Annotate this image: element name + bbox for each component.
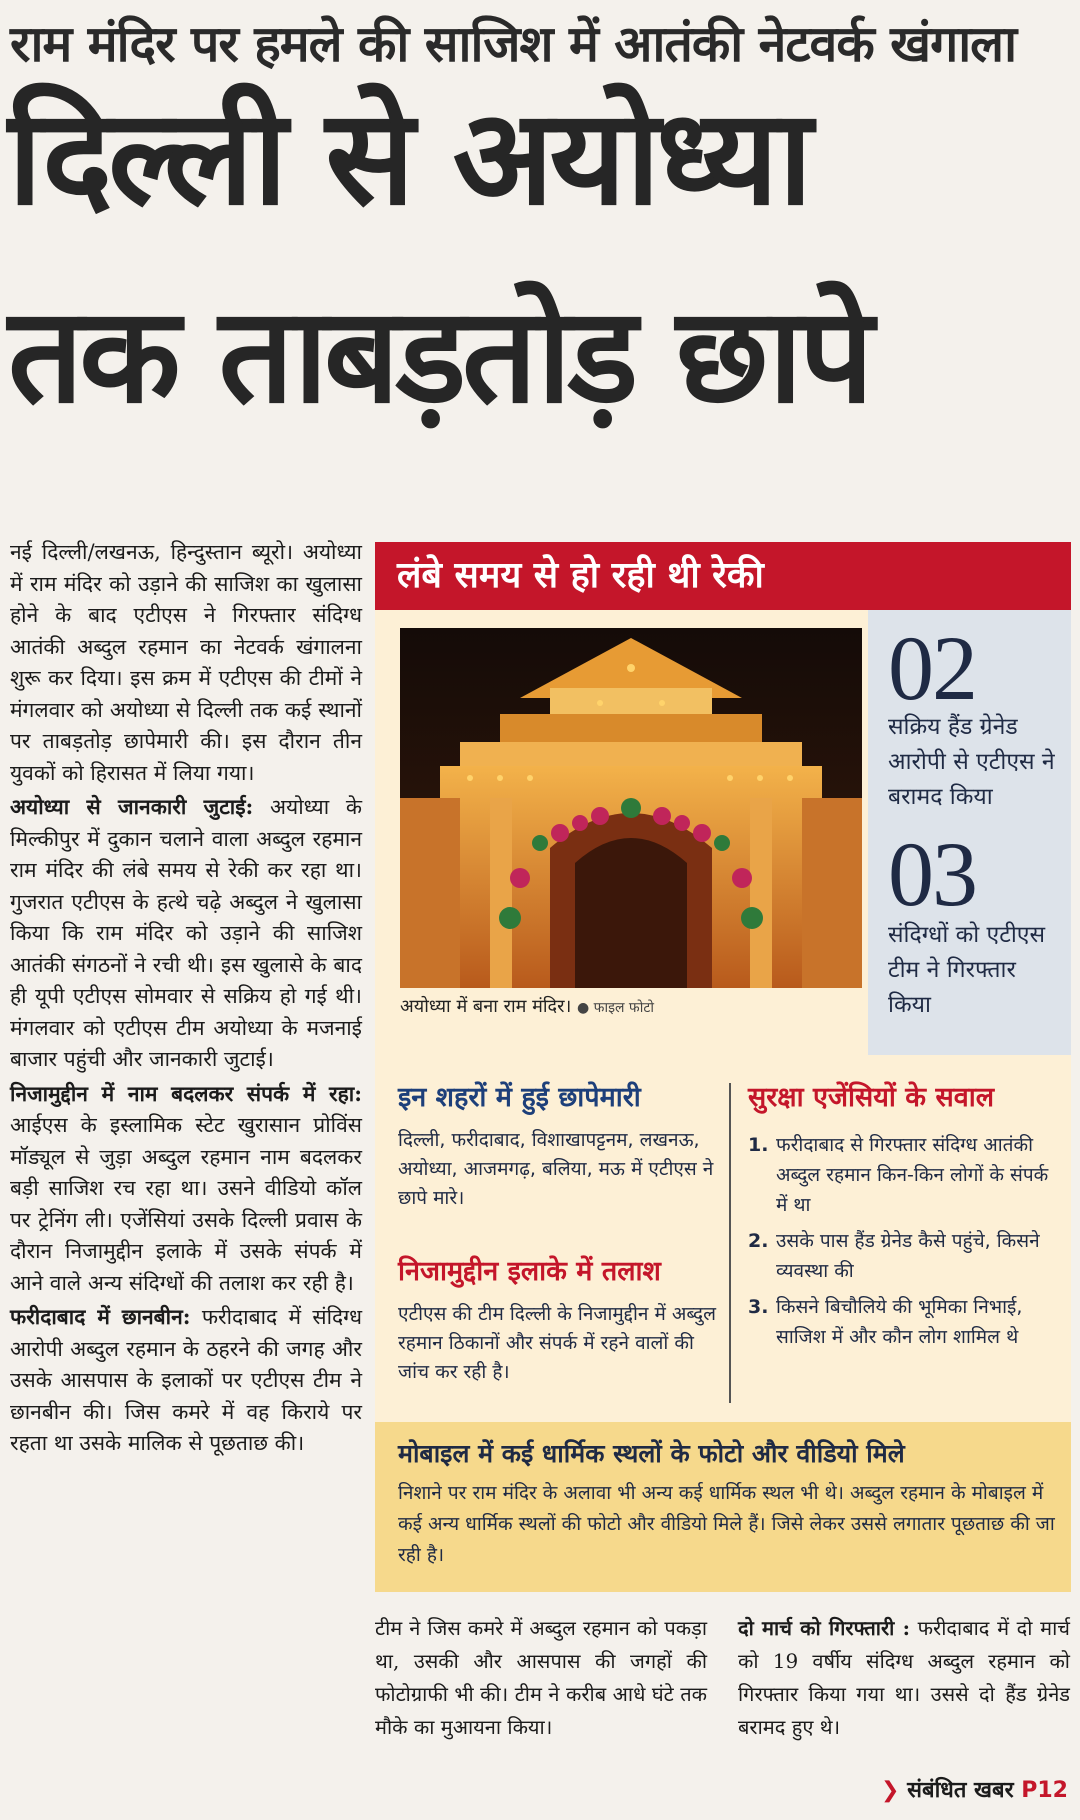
- intro-paragraph: अयोध्या में राम मंदिर को उड़ाने की साजिश का खुलासा होने के बाद एटीएस ने गिरफ्तार संदिग्ध आतंकी अब्दुल रहमान का नेटवर्क खंगालना शुरू कर दिया। इस क्रम में एटीएस की टीमों ने मंगलवार को अयोध्या से दिल्ली तक कई स्थानों पर ताबड़तोड़ छापेमारी की। इस दौरान तीन युवकों को हिरासत में लिया गया।: [10, 540, 362, 785]
- caption-text: अयोध्या में बना राम मंदिर।: [400, 996, 572, 1017]
- related-news-link[interactable]: [881, 1774, 1068, 1804]
- caption-source: ● फाइल फोटो: [577, 1000, 655, 1016]
- questions-heading: सुरक्षा एजेंसियों के सवाल: [748, 1082, 995, 1113]
- question-item: [748, 1226, 1058, 1286]
- subhead-faridabad: फरीदाबाद में छानबीन:: [10, 1304, 191, 1329]
- article-column-1: [10, 537, 362, 1460]
- dateline: नई दिल्ली/लखनऊ, हिन्दुस्तान ब्यूरो।: [10, 540, 294, 564]
- question-text: उसके पास हैंड ग्रेनेड कैसे पहुंचे, किसने व्यवस्था की: [776, 1230, 1040, 1282]
- stat-grenades-label: सक्रिय हैंड ग्रेनेड आरोपी से एटीएस ने बरामद किया: [888, 714, 1055, 810]
- headline-line-1: दिल्ली से अयोध्या: [8, 81, 809, 235]
- subhead-arrest: दो मार्च को गिरफ्तारी :: [738, 1616, 910, 1640]
- ram-mandir-photo: [400, 628, 862, 988]
- question-text: किसने बिचौलिये की भूमिका निभाई, साजिश में और कौन लोग शामिल थे: [776, 1296, 1023, 1348]
- photo-caption: [400, 994, 862, 1018]
- related-page: P12: [1021, 1778, 1068, 1803]
- nizamuddin-heading: निजामुद्दीन इलाके में तलाश: [398, 1256, 661, 1287]
- question-item: [748, 1130, 1058, 1220]
- questions-list: [748, 1130, 1058, 1358]
- question-text: फरीदाबाद से गिरफ्तार संदिग्ध आतंकी अब्दुल रहमान किन-किन लोगों के संपर्क में था: [776, 1134, 1049, 1216]
- mobile-heading: मोबाइल में कई धार्मिक स्थलों के फोटो और वीडियो मिले: [398, 1439, 905, 1468]
- stat-suspects-number: 03: [888, 823, 976, 925]
- nizamuddin-text: एटीएस की टीम दिल्ली के निजामुद्दीन में अब्दुल रहमान ठिकानों और संपर्क में रहने वालों की जांच कर रही है।: [398, 1303, 717, 1383]
- question-number: 1.: [748, 1134, 769, 1156]
- faridabad-paragraph: फरीदाबाद में संदिग्ध आरोपी अब्दुल रहमान के ठहरने की जगह और उसके आसपास के इलाकों पर एटीएस टीम ने छानबीन की। जिस कमरे में वह किराये पर रहता था उसके मालिक से पूछताछ की।: [10, 1305, 362, 1455]
- mobile-text: निशाने पर राम मंदिर के अलावा भी अन्य कई धार्मिक स्थल भी थे। अब्दुल रहमान के मोबाइल में कई अन्य धार्मिक स्थलों की फोटो और वीडियो मिले हैं। जिसे लेकर उससे लगातार पूछताछ की जा रही है।: [398, 1482, 1055, 1566]
- related-label: संबंधित खबर: [907, 1778, 1014, 1803]
- ayodhya-paragraph: अयोध्या के मिल्कीपुर में दुकान चलाने वाला अब्दुल रहमान राम मंदिर की लंबे समय से रेकी कर रहा था। गुजरात एटीएस के हत्थे चढ़े अब्दुल ने खुलासा किया कि राम मंदिर को उड़ाने की साजिश आतंकी संगठनों ने रची थी। इस खुलासे के बाद ही यूपी एटीएस सोमवार से सक्रिय हो गई थी। मंगलवार को एटीएस टीम अयोध्या के मजनाई बाजार पहुंची और जानकारी जुटाई।: [10, 795, 362, 1071]
- question-item: [748, 1292, 1058, 1352]
- raids-text: दिल्ली, फरीदाबाद, विशाखापट्टनम, लखनऊ, अयोध्या, आजमगढ़, बलिया, मऊ में एटीएस ने छापे मारे।: [398, 1129, 714, 1209]
- raids-heading: इन शहरों में हुई छापेमारी: [398, 1082, 641, 1113]
- nizamuddin-paragraph: आईएस के इस्लामिक स्टेट खुरासान प्रोविंस मॉड्यूल से जुड़ा अब्दुल रहमान नाम बदलकर बड़ी साजिश रच रहा था। उसने वीडियो कॉल पर ट्रेनिंग ली। एजेंसियां उसके दिल्ली प्रवास के दौरान निजामुद्दीन इलाके में उसके संपर्क में आने वाले अन्य संदिग्धों की तलाश कर रही है।: [10, 1113, 362, 1295]
- kicker-headline: राम मंदिर पर हमले की साजिश में आतंकी नेटवर्क खंगाला: [10, 15, 1017, 73]
- stat-suspects-label: संदिग्धों को एटीएस टीम ने गिरफ्तार किया: [888, 922, 1046, 1018]
- stat-grenades-number: 02: [888, 617, 976, 719]
- subhead-nizamuddin: निजामुद्दीन में नाम बदलकर संपर्क में रहा:: [10, 1080, 362, 1106]
- article-column-3: [738, 1612, 1070, 1744]
- question-number: 2.: [748, 1230, 769, 1252]
- chevron-right-icon: ❯: [881, 1778, 900, 1803]
- column-divider: [729, 1083, 731, 1403]
- question-number: 3.: [748, 1296, 769, 1318]
- subhead-ayodhya: अयोध्या से जानकारी जुटाई:: [10, 794, 254, 819]
- headline-line-2: तक ताबड़तोड़ छापे: [8, 279, 870, 433]
- arrest-paragraph: फरीदाबाद में दो मार्च को 19 वर्षीय संदिग्ध अब्दुल रहमान को गिरफ्तार किया गया था। उससे दो हैंड ग्रेनेड बरामद हुए थे।: [738, 1616, 1070, 1739]
- panel-title: लंबे समय से हो रही थी रेकी: [375, 542, 1071, 610]
- article-column-2-continued: टीम ने जिस कमरे में अब्दुल रहमान को पकड़ा था, उसकी और आसपास की जगहों की फोटोग्राफी भी की। टीम ने करीब आधे घंटे तक मौके का मुआयना किया।: [375, 1616, 707, 1739]
